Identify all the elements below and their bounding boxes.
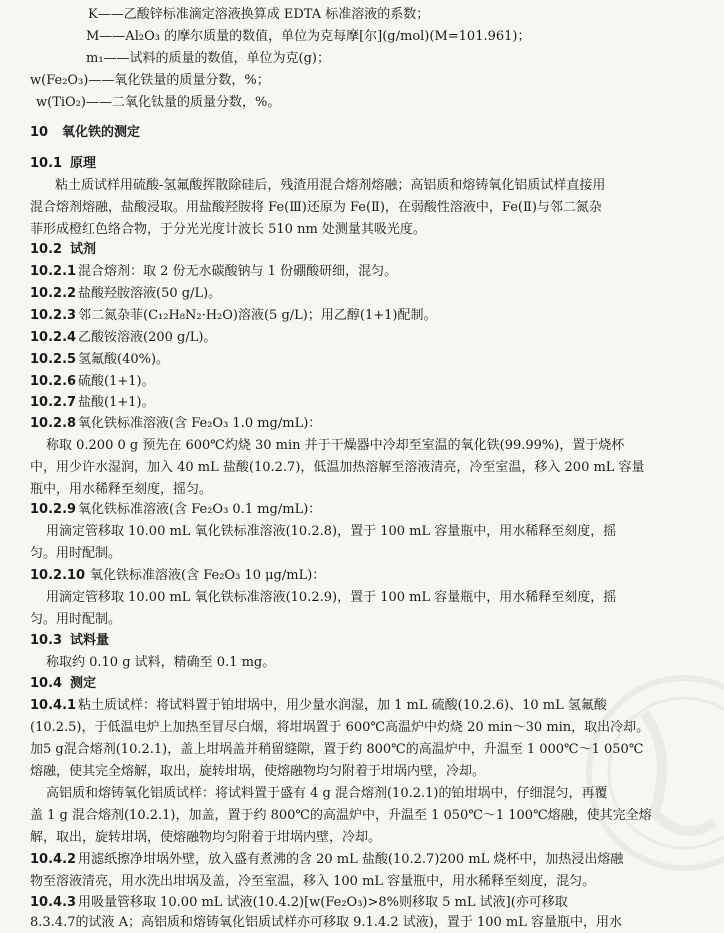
section-title: 氧化铁的测定 bbox=[62, 125, 141, 140]
reagent-10-2-8 bbox=[30, 414, 321, 434]
sample-mass-line: 称取约 0.10 g 试料，精确至 0.1 mg。 bbox=[46, 655, 276, 670]
reagent-10-2-2 bbox=[30, 284, 221, 304]
reagent-10-2-7 bbox=[30, 393, 155, 413]
definition-m: M——Al₂O₃ 的摩尔质量的数值，单位为克每摩[尔](g/mol)(M=101.961)； bbox=[86, 29, 531, 44]
reagent-10-2-6 bbox=[30, 372, 155, 392]
procedure-10-4-1-line-2: 加5 g混合熔剂(10.2.1)，盖上坩埚盖并稍留缝隙，置于约 800℃的高温炉中，升温至 1 000℃～1 050℃ bbox=[30, 742, 644, 757]
clause-text: 氧化铁标准溶液(含 Fe₂O₃ 1.0 mg/mL)： bbox=[78, 416, 322, 431]
clause-number: 10.4.3 bbox=[30, 895, 77, 910]
definition-w-tio2: w(TiO₂)——二氧化钛量的质量分数，%。 bbox=[36, 95, 281, 110]
clause-number: 10.2.10 bbox=[30, 568, 86, 583]
section-10-4-heading bbox=[30, 674, 96, 694]
procedure-10-4-3 bbox=[30, 893, 568, 913]
clause-text: 氧化铁标准溶液(含 Fe₂O₃ 10 μg/mL)： bbox=[90, 568, 326, 583]
section-number: 10.1 bbox=[30, 156, 63, 171]
procedure-10-4-1-line-3: 熔融，使其完全熔解，取出，旋转坩埚，使熔融物均匀附着于坩埚内壁，冷却。 bbox=[30, 764, 486, 779]
clause-text: 用滤纸擦净坩埚外壁，放入盛有煮沸的含 20 mL 盐酸(10.2.7)200 mL 烧杯中，加热浸出熔融 bbox=[78, 852, 624, 867]
section-number: 10 bbox=[30, 125, 49, 140]
procedure-10-4-1-line-1: (10.2.5)，于低温电炉上加热至冒尽白烟，将坩埚置于 600℃高温炉中灼烧 20 min～30 min，取出冷却。 bbox=[30, 720, 650, 735]
clause-number: 10.2.1 bbox=[30, 264, 77, 279]
clause-text: 硫酸(1+1)。 bbox=[78, 374, 155, 389]
clause-text: 粘土质试样：将试料置于铂坩埚中，用少量水润湿，加 1 mL 硫酸(10.2.6)、10 mL 氢氟酸 bbox=[78, 698, 607, 713]
reagent-10-2-10 bbox=[30, 566, 325, 586]
section-title: 原理 bbox=[70, 156, 97, 171]
section-10-1-heading bbox=[30, 154, 96, 174]
reagent-10-2-9 bbox=[30, 500, 321, 520]
section-title: 试料量 bbox=[70, 633, 110, 648]
reagent-10-2-4 bbox=[30, 328, 216, 348]
clause-number: 10.4.2 bbox=[30, 852, 77, 867]
definition-k: K——乙酸锌标准滴定溶液换算成 EDTA 标准溶液的系数； bbox=[88, 7, 430, 22]
reagent-10-2-3 bbox=[30, 306, 436, 326]
clause-number: 10.2.3 bbox=[30, 308, 77, 323]
definition-m1: m₁——试料的质量的数值，单位为克(g)； bbox=[86, 51, 331, 66]
reagent-10-2-9-line-1: 用滴定管移取 10.00 mL 氧化铁标准溶液(10.2.8)，置于 100 mL 容量瓶中，用水稀释至刻度，摇 bbox=[46, 524, 617, 539]
principle-line-3: 菲形成橙红色络合物，于分光光度计波长 510 nm 处测量其吸光度。 bbox=[30, 222, 426, 237]
clause-text: 氧化铁标准溶液(含 Fe₂O₃ 0.1 mg/mL)： bbox=[78, 502, 322, 517]
clause-number: 10.2.5 bbox=[30, 352, 77, 367]
reagent-10-2-8-line-2: 中，用少许水湿润，加入 40 mL 盐酸(10.2.7)，低温加热溶解至溶液清亮，冷至室温，移入 200 mL 容量 bbox=[30, 460, 645, 475]
clause-number: 10.2.8 bbox=[30, 416, 77, 431]
procedure-10-4-3-line-1: 8.3.4.7的试液 A；高铝质和熔铸氧化铝质试样亦可移取 9.1.4.2 试液)，置于 100 mL 容量瓶中，用水 bbox=[30, 915, 622, 930]
procedure-10-4-2 bbox=[30, 850, 623, 870]
reagent-10-2-10-line-2: 匀。用时配制。 bbox=[30, 612, 122, 627]
clause-number: 10.2.7 bbox=[30, 395, 77, 410]
procedure-10-4-1 bbox=[30, 696, 607, 716]
section-title: 测定 bbox=[70, 676, 97, 691]
reagent-10-2-8-line-3: 瓶中，用水稀释至刻度，摇匀。 bbox=[30, 482, 213, 497]
reagent-10-2-9-line-2: 匀。用时配制。 bbox=[30, 546, 122, 561]
section-title: 试剂 bbox=[70, 242, 97, 257]
clause-text: 盐酸羟胺溶液(50 g/L)。 bbox=[78, 286, 222, 301]
clause-text: 混合熔剂：取 2 份无水碳酸钠与 1 份硼酸研细，混匀。 bbox=[78, 264, 398, 279]
clause-text: 氢氟酸(40%)。 bbox=[78, 352, 170, 367]
procedure-10-4-1-line-4: 高铝质和熔铸氧化铝质试样：将试料置于盛有 4 g 混合熔剂(10.2.1)的铂坩埚中，仔细混匀，再覆 bbox=[46, 786, 608, 801]
clause-number: 10.2.9 bbox=[30, 502, 77, 517]
section-number: 10.2 bbox=[30, 242, 63, 257]
principle-line-2: 混合熔剂熔融，盐酸浸取。用盐酸羟胺将 Fe(Ⅲ)还原为 Fe(Ⅱ)，在弱酸性溶液中，Fe(Ⅱ)与邻二氮杂 bbox=[30, 200, 602, 215]
principle-line-1: 粘土质试样用硫酸-氢氟酸挥散除硅后，残渣用混合熔剂熔融；高铝质和熔铸氧化铝质试样直接用 bbox=[55, 178, 606, 193]
section-number: 10.3 bbox=[30, 633, 63, 648]
clause-number: 10.4.1 bbox=[30, 698, 77, 713]
procedure-10-4-2-line-1: 物至溶液清亮，用水洗出坩埚及盖，冷至室温，移入 100 mL 容量瓶中，用水稀释至刻度，混匀。 bbox=[30, 874, 596, 889]
definition-w-fe2o3: w(Fe₂O₃)——氧化铁量的质量分数，%； bbox=[30, 73, 270, 88]
section-10-heading bbox=[30, 123, 140, 143]
section-10-3-heading bbox=[30, 631, 109, 651]
reagent-10-2-1 bbox=[30, 262, 397, 282]
procedure-10-4-1-line-5: 盖 1 g 混合熔剂(10.2.1)，加盖，置于约 800℃的高温炉中，升温至 1 050℃～1 100℃熔融，使其完全熔 bbox=[30, 808, 652, 823]
clause-text: 乙酸铵溶液(200 g/L)。 bbox=[78, 330, 217, 345]
section-number: 10.4 bbox=[30, 676, 63, 691]
reagent-10-2-10-line-1: 用滴定管移取 10.00 mL 氧化铁标准溶液(10.2.9)，置于 100 mL 容量瓶中，用水稀释至刻度，摇 bbox=[46, 590, 617, 605]
clause-number: 10.2.2 bbox=[30, 286, 77, 301]
reagent-10-2-5 bbox=[30, 350, 169, 370]
clause-number: 10.2.4 bbox=[30, 330, 77, 345]
procedure-10-4-1-line-6: 解，取出，旋转坩埚，使熔融物均匀附着于坩埚内壁，冷却。 bbox=[30, 830, 382, 845]
clause-text: 邻二氮杂菲(C₁₂H₈N₂·H₂O)溶液(5 g/L)；用乙醇(1+1)配制。 bbox=[78, 308, 437, 323]
clause-text: 用吸量管移取 10.00 mL 试液(10.4.2)[w(Fe₂O₃)>8%则移取 5 mL 试液](亦可移取 bbox=[78, 895, 568, 910]
clause-number: 10.2.6 bbox=[30, 374, 77, 389]
section-10-2-heading bbox=[30, 240, 96, 260]
clause-text: 盐酸(1+1)。 bbox=[78, 395, 155, 410]
reagent-10-2-8-line-1: 称取 0.200 0 g 预先在 600℃灼烧 30 min 并于干燥器中冷却至室温的氧化铁(99.99%)，置于烧杯 bbox=[46, 438, 625, 453]
